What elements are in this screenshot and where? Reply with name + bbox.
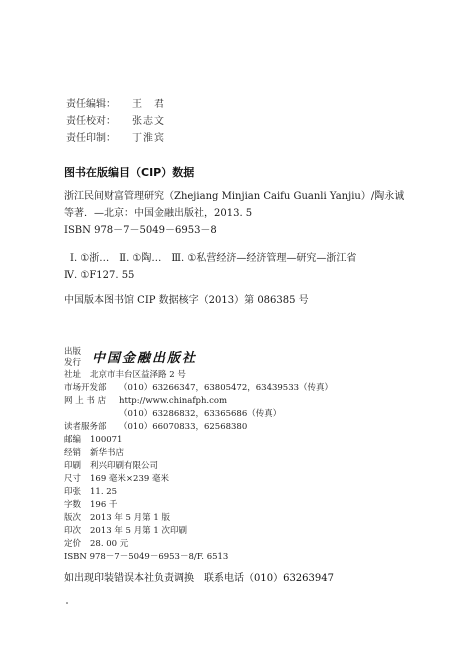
detail-key: 读者服务部 [64,422,107,432]
detail-key: 网 上 书 店 [64,396,107,406]
cip-author-line: 等著．—北京：中国金融出版社，2013. 5 [64,208,253,219]
detail-key: 印刷 [64,461,82,471]
credit-label: 责任印制： [66,133,116,144]
detail-key: 印张 [64,487,82,497]
publisher-detail-row [64,395,333,408]
detail-value: 北京市丰台区益泽路 2 号 [90,370,186,380]
detail-value: 100071 [90,435,123,445]
cip-title-line: 浙江民间财富管理研究（Zhejiang Minjian Caifu Guanli Yanjiu）/陶永诚 [64,191,405,202]
detail-key: 尺寸 [64,474,82,484]
publisher-detail-row [64,499,333,512]
detail-value: 28. 00 元 [90,539,129,549]
cip-isbn: ISBN 978－7－5049－6953－8 [64,225,217,236]
detail-value: 2013 年 5 月第 1 版 [90,513,170,523]
credit-value: 张志文 [132,116,165,127]
publisher-logo: 中国金融出版社 [92,350,198,366]
publisher-header [64,347,333,369]
credit-row [66,96,165,113]
detail-value: 169 毫米×239 毫米 [90,474,169,484]
cip-classification: Ⅳ. ①F127. 55 [64,270,135,281]
detail-key: 社址 [64,370,82,380]
footer-notice: 如出现印装错误本社负责调换 联系电话（010）63263947 [64,573,334,584]
publisher-detail-row [64,486,333,499]
editor-credits [66,96,165,147]
credit-value: 王 君 [132,99,165,110]
publisher-detail-row [64,473,333,486]
detail-value: http://www.chinafph.com [119,396,228,406]
publisher-block [64,347,333,564]
cip-record-number: 中国版本图书馆 CIP 数据核字（2013）第 086385 号 [64,295,309,306]
publisher-details [64,369,333,551]
publisher-detail-row [64,382,333,395]
detail-key: 经销 [64,448,82,458]
credit-value: 丁淮宾 [132,133,165,144]
distribute-label: 发行 [64,358,82,368]
detail-value: （010）63286832，63365686（传真） [119,409,282,419]
detail-value: 196 千 [90,500,118,510]
detail-value: 2013 年 5 月第 1 次印刷 [90,526,187,536]
publisher-isbn: ISBN 978－7－5049－6953－8/F. 6513 [64,552,229,562]
publisher-detail-row [64,421,333,434]
detail-key [64,408,119,421]
publisher-detail-row [64,447,333,460]
credit-row [66,113,165,130]
detail-key: 邮编 [64,435,82,445]
publisher-detail-row [64,460,333,473]
publisher-detail-row [64,512,333,525]
credit-label: 责任编辑： [66,99,116,110]
publisher-detail-row [64,525,333,538]
detail-value: 11. 25 [90,487,118,497]
detail-key: 版次 [64,513,82,523]
cip-subjects: Ⅰ. ①浙… Ⅱ. ①陶… Ⅲ. ①私营经济—经济管理—研究—浙江省 [70,253,357,264]
page-speck [66,602,68,604]
publisher-detail-row [64,369,333,382]
detail-value: 新华书店 [90,448,125,458]
cip-record [64,188,409,284]
cip-heading: 图书在版编目（CIP）数据 [64,166,195,179]
publisher-detail-row [64,538,333,551]
detail-key: 印次 [64,526,82,536]
publish-label: 出版 [64,347,82,357]
publisher-detail-row [64,408,333,421]
detail-key: 定价 [64,539,82,549]
credit-row [66,130,165,147]
publisher-detail-row [64,434,333,447]
detail-value: （010）66070833，62568380 [119,422,248,432]
detail-value: （010）63266347，63805472，63439533（传真） [119,383,334,393]
credit-label: 责任校对： [66,116,116,127]
detail-key: 市场开发部 [64,383,107,393]
detail-value: 利兴印刷有限公司 [90,461,159,471]
detail-key: 字数 [64,500,82,510]
